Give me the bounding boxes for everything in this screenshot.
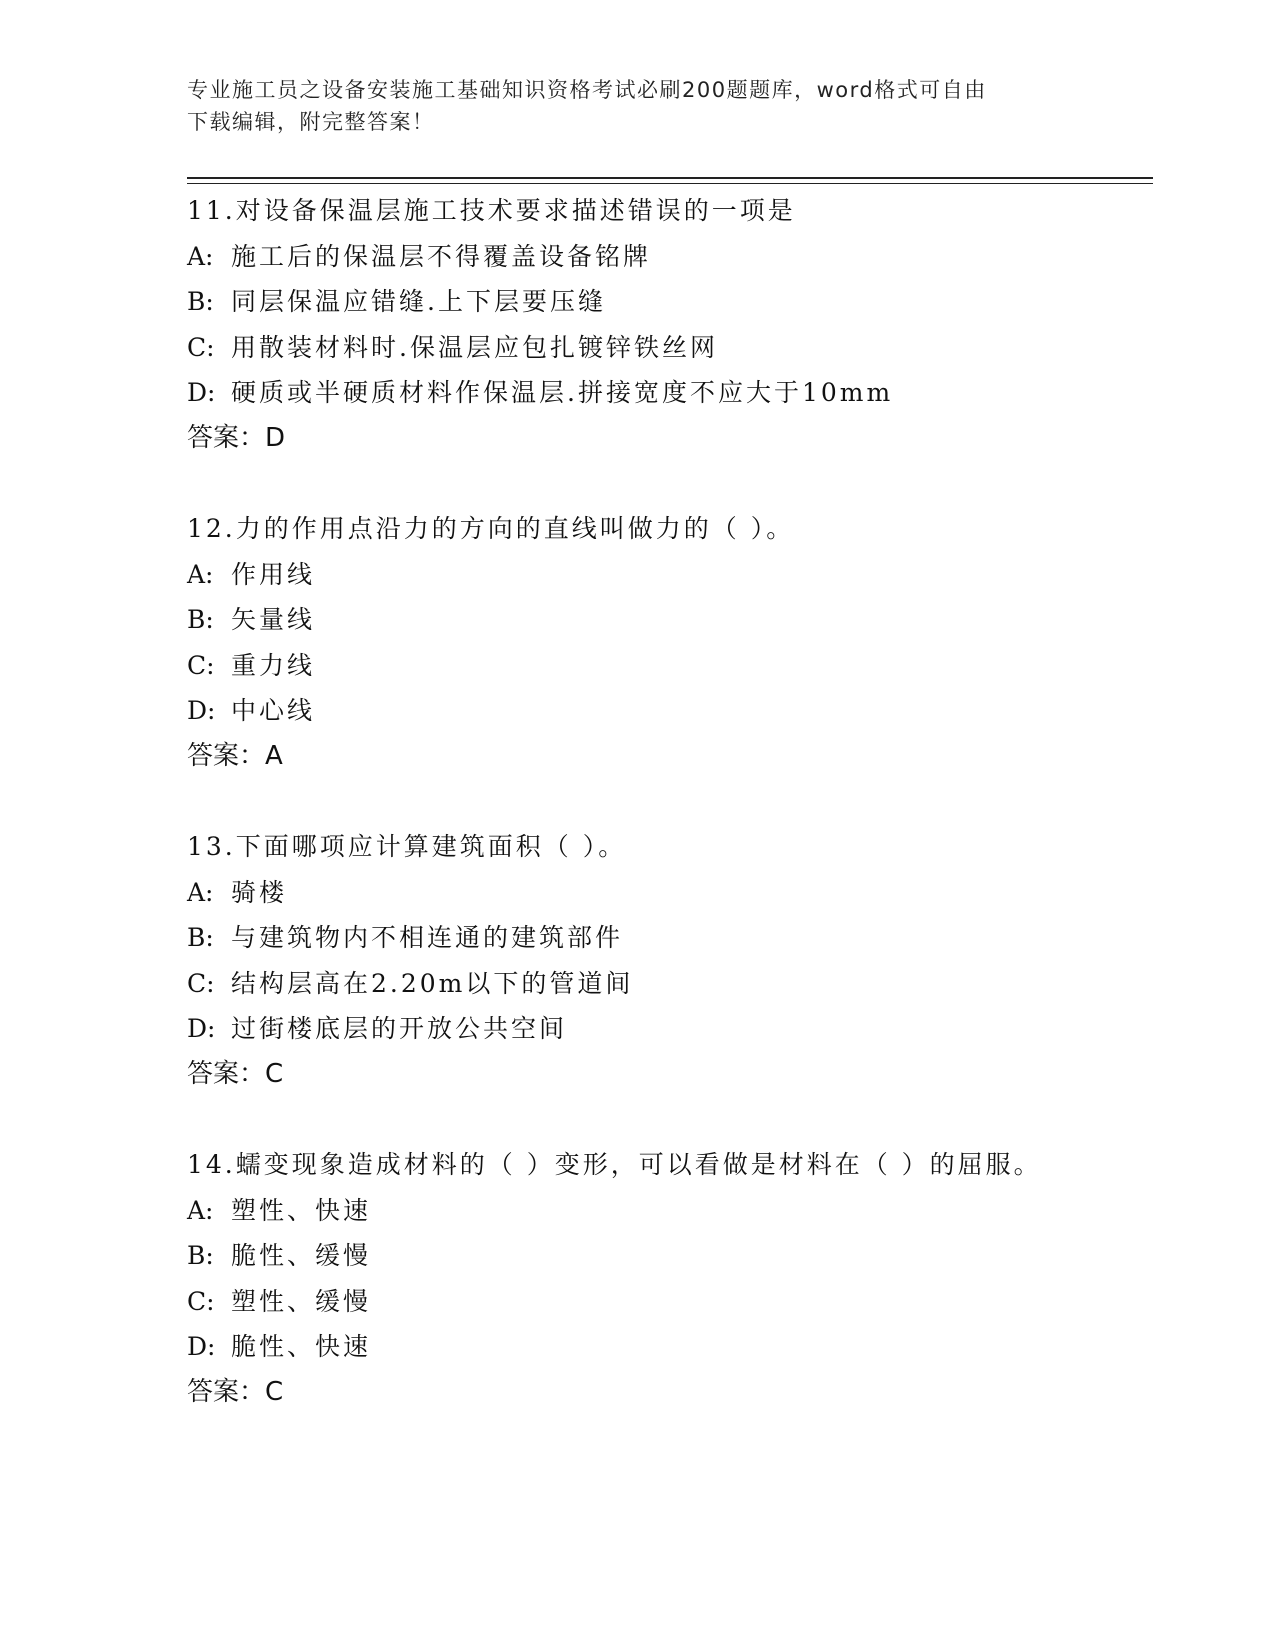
option-text: 塑性、快速 <box>231 1195 372 1225</box>
option-letter: A: <box>187 877 214 907</box>
option-text: 脆性、快速 <box>231 1332 372 1361</box>
option-letter: C: <box>187 332 215 362</box>
option-a <box>187 234 1147 280</box>
option-b <box>187 915 1147 961</box>
answer: 答案：A <box>187 740 283 771</box>
option-text: 施工后的保温层不得覆盖设备铭牌 <box>231 241 652 271</box>
question-stem: 14.蠕变现象造成材料的（ ）变形，可以看做是材料在（ ）的屈服。 <box>187 1150 1042 1179</box>
option-letter: C: <box>187 968 215 998</box>
option-b <box>187 597 1147 643</box>
header-line-1: 专业施工员之设备安装施工基础知识资格考试必刷200题题库，word格式可自由 <box>187 78 987 102</box>
answer: 答案：D <box>187 422 286 453</box>
option-letter: B: <box>187 923 214 952</box>
option-letter: A: <box>187 559 214 589</box>
option-a <box>187 1188 1147 1234</box>
option-letter: D: <box>187 1332 216 1361</box>
option-a <box>187 870 1147 916</box>
question-13 <box>187 824 1147 1097</box>
option-letter: C: <box>187 650 215 680</box>
document-header <box>187 74 1067 138</box>
option-text: 用散装材料时.保温层应包扎镀锌铁丝网 <box>231 332 718 362</box>
option-text: 过街楼底层的开放公共空间 <box>231 1014 568 1043</box>
answer: 答案：C <box>187 1058 284 1089</box>
option-text: 与建筑物内不相连通的建筑部件 <box>231 923 624 952</box>
option-letter: A: <box>187 241 214 271</box>
option-c <box>187 961 1147 1007</box>
question-stem: 11.对设备保温层施工技术要求描述错误的一项是 <box>187 196 796 225</box>
header-divider-thick <box>187 177 1153 179</box>
option-letter: D: <box>187 378 216 407</box>
option-d <box>187 370 1147 416</box>
option-text: 矢量线 <box>231 605 316 634</box>
option-letter: B: <box>187 287 214 316</box>
question-stem: 13.下面哪项应计算建筑面积（ ）。 <box>187 832 627 861</box>
option-letter: B: <box>187 605 214 634</box>
header-divider-thin <box>187 183 1153 184</box>
option-letter: B: <box>187 1241 214 1270</box>
question-stem: 12.力的作用点沿力的方向的直线叫做力的（ ）。 <box>187 514 795 543</box>
question-12 <box>187 506 1147 779</box>
option-d <box>187 688 1147 734</box>
option-text: 骑楼 <box>231 877 288 907</box>
option-a <box>187 552 1147 598</box>
option-letter: A: <box>187 1195 214 1225</box>
option-text: 塑性、缓慢 <box>231 1286 372 1316</box>
option-text: 硬质或半硬质材料作保温层.拼接宽度不应大于10mm <box>231 378 894 407</box>
option-letter: D: <box>187 1014 216 1043</box>
option-letter: D: <box>187 696 216 725</box>
option-b <box>187 279 1147 325</box>
question-14 <box>187 1142 1147 1415</box>
option-d <box>187 1006 1147 1052</box>
option-d <box>187 1324 1147 1370</box>
option-text: 同层保温应错缝.上下层要压缝 <box>231 287 606 316</box>
option-text: 中心线 <box>231 696 316 725</box>
option-text: 作用线 <box>231 559 316 589</box>
option-text: 结构层高在2.20m以下的管道间 <box>231 968 634 998</box>
question-11 <box>187 188 1147 461</box>
option-text: 脆性、缓慢 <box>231 1241 372 1270</box>
option-c <box>187 325 1147 371</box>
answer: 答案：C <box>187 1376 284 1407</box>
option-c <box>187 643 1147 689</box>
header-line-2: 下载编辑，附完整答案！ <box>187 110 435 134</box>
option-letter: C: <box>187 1286 215 1316</box>
option-c <box>187 1279 1147 1325</box>
option-b <box>187 1233 1147 1279</box>
option-text: 重力线 <box>231 650 316 680</box>
